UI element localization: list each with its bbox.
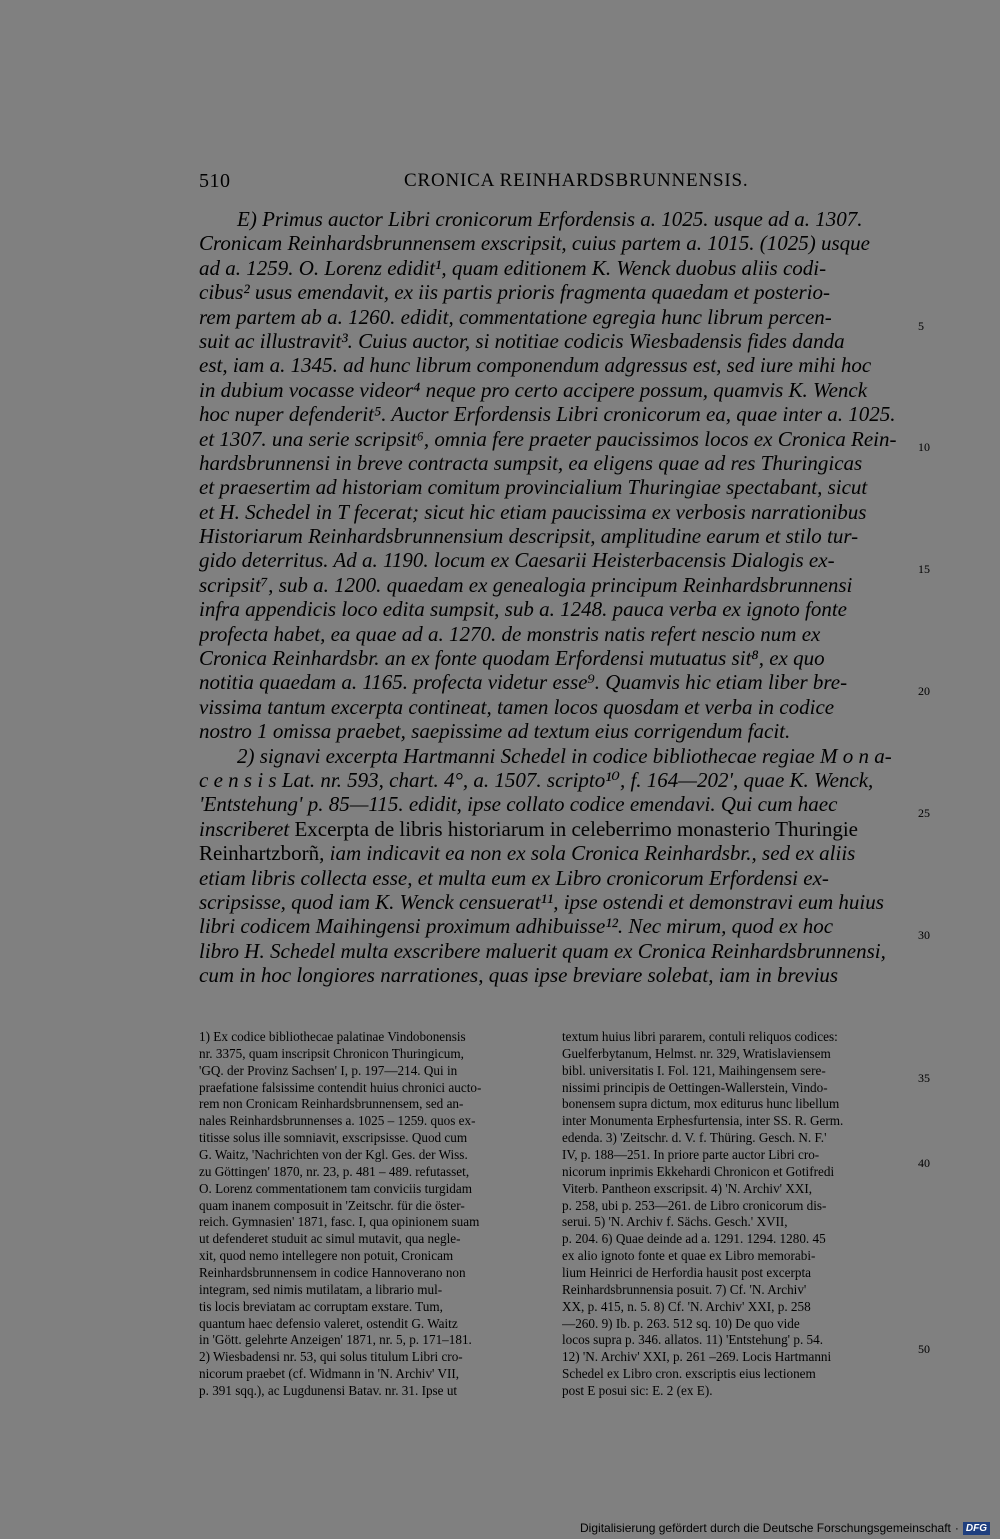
footnote-line: ut defenderet studuit ac simul mutavit, qua negle- — [199, 1231, 461, 1247]
footnote-line: textum huius libri pararem, contuli reliquos codices: — [562, 1029, 838, 1044]
main-text-line: Cronicam Reinhardsbrunnensem exscripsit, cuius partem a. 1015. (1025) usque — [199, 231, 870, 256]
footnote-line: inter Monumenta Erphesfurtensia, inter SS. R. Germ. — [562, 1113, 844, 1129]
line-number-35: 35 — [918, 1071, 930, 1085]
footnote-line: xit, quod nemo intellegere non potuit, Cronicam — [199, 1248, 454, 1264]
footnote-line: p. 258, ubi p. 253—261. de Libro cronicorum dis- — [562, 1197, 827, 1213]
main-text-line: libri codicem Maihingensi proximum adhibuisse¹². Nec mirum, quod ex hoc — [199, 914, 834, 939]
main-text-line: E) Primus auctor Libri cronicorum Erfordensis a. 1025. usque ad a. 1307. — [237, 207, 863, 231]
footnotes-left-column — [199, 1029, 548, 1400]
main-text-line: nostro 1 omissa praebet, saepissime ad textum eius corrigendum facit. — [199, 719, 791, 744]
footnote-line: 1) Ex codice bibliothecae palatinae Vindobonensis — [199, 1029, 466, 1044]
footnotes-right-column — [562, 1029, 911, 1400]
main-text-line: est, iam a. 1345. ad hunc librum componendum adgressus est, sed iure mihi hoc — [199, 353, 872, 378]
footnote-line: Reinhardsbrunnensia posuit. 7) Cf. 'N. Archiv' — [562, 1281, 807, 1297]
line-number-20: 20 — [918, 684, 930, 698]
main-text-line: gido deterritus. Ad a. 1190. locum ex Caesarii Heisterbacensis Dialogis ex- — [199, 548, 835, 573]
footnote-line: reich. Gymnasien' 1871, fasc. I, qua opinionem suam — [199, 1214, 480, 1230]
upright-title: Excerpta de libris historiarum in celeberrimo monasterio Thuringie — [294, 816, 858, 841]
line-number-15: 15 — [918, 562, 930, 576]
dfg-logo: DFG — [963, 1522, 990, 1535]
main-text-line: suit ac illustravit³. Cuius auctor, si notitiae codicis Wiesbadensis fides danda — [199, 328, 845, 353]
main-text-line: profecta habet, ea quae ad a. 1270. de monstris natis refert nescio num ex — [199, 621, 821, 646]
main-text-line: 'Entstehung' p. 85—115. edidit, ipse collato codice emendavi. Qui cum haec — [199, 792, 838, 817]
main-text-line: c e n s i s Lat. nr. 593, chart. 4°, a. 1507. scripto¹⁰, f. 164—202', quae K. Wenck, — [199, 767, 874, 792]
footnote-line: G. Waitz, 'Nachrichten von der Kgl. Ges. der Wiss. — [199, 1147, 468, 1163]
footnote-line: zu Göttingen' 1870, nr. 23, p. 481 – 489. refutasset, — [199, 1163, 470, 1179]
footnote-line: 'GQ. der Provinz Sachsen' I, p. 197—214. Qui in — [199, 1062, 458, 1078]
main-text-block — [199, 207, 911, 988]
footnote-line: nicorum praebet (cf. Widmann in 'N. Archiv' VII, — [199, 1366, 460, 1382]
main-text-line: infra appendicis loco edita sumpsit, sub a. 1248. pauca verba ex ignoto fonte — [199, 597, 848, 622]
line-number-5: 5 — [918, 319, 924, 333]
footnote-line: nissimi principis de Oettingen-Wallerstein, Vindo- — [562, 1079, 828, 1095]
digitization-credit: Digitalisierung gefördert durch die Deutsche Forschungsgemeinschaft · DFG — [580, 1521, 990, 1535]
footnote-line: lium Heinrici de Herfordia hausit post excerpta — [562, 1265, 812, 1281]
footnote-line: praefatione falsissime contendit huius chronici aucto- — [199, 1079, 482, 1095]
main-text-line: libro H. Schedel multa exscribere maluerit quam ex Cronica Reinhardsbrunnensi, — [199, 938, 886, 963]
footnote-line: bibl. universitatis I. Fol. 121, Maihingensem sere- — [562, 1062, 826, 1078]
running-title: CRONICA REINHARDSBRUNNENSIS. — [404, 170, 749, 191]
footnote-line: 12) 'N. Archiv' XXI, p. 261 –269. Locis Hartmanni — [562, 1349, 832, 1365]
footnote-line: ex alio ignoto fonte et quae ex Libro memorabi- — [562, 1248, 816, 1264]
footnote-line: nicorum inprimis Ekkehardi Chronicon et Gotifredi — [562, 1163, 835, 1179]
main-text-line: in dubium vocasse videor⁴ neque pro certo accipere possum, quamvis K. Wenck — [199, 377, 868, 402]
main-text-line: et H. Schedel in T fecerat; sicut hic etiam paucissima ex verbosis narrationibus — [199, 499, 867, 524]
footnote-line: quam inanem composuit in 'Zeitschr. für die öster- — [199, 1197, 465, 1213]
footnote-line: tis locis breviatam ac corruptam exstare. Tum, — [199, 1298, 443, 1314]
footnote-line: rem non Cronicam Reinhardsbrunnensem, sed an- — [199, 1096, 464, 1112]
footnote-line: —260. 9) Ib. p. 263. 512 sq. 10) De quo vide — [562, 1315, 800, 1331]
footnote-line: titisse solus ille somniavit, exscripsisse. Quod cum — [199, 1130, 468, 1146]
main-text-line: Cronica Reinhardsbr. an ex fonte quodam Erfordensi mutuatus sit⁸, ex quo — [199, 646, 825, 671]
footnote-line: 2) Wiesbadensi nr. 53, qui solus titulum Libri cro- — [199, 1349, 463, 1365]
footnote-line: p. 204. 6) Quae deinde ad a. 1291. 1294. 1280. 45 — [562, 1231, 826, 1247]
main-text-line: Historiarum Reinhardsbrunnensium descripsit, amplitudine earum et stilo tur- — [199, 524, 859, 549]
main-text-line: scripsit⁷, sub a. 1200. quaedam ex genealogia principum Reinhardsbrunnensi — [199, 572, 853, 597]
footnote-line: Schedel ex Libro cron. exscriptis eius lectionem — [562, 1366, 816, 1382]
line-number-25: 25 — [918, 806, 930, 820]
main-text-line: 2) signavi excerpta Hartmanni Schedel in codice bibliothecae regiae M o n a- — [237, 743, 892, 768]
line-number-30: 30 — [918, 928, 930, 942]
line-number-40: 40 — [918, 1156, 930, 1170]
footnote-line: Reinhardsbrunnensem in codice Hannoverano non — [199, 1265, 466, 1281]
footnote-line: serui. 5) 'N. Archiv f. Sächs. Gesch.' XVII, — [562, 1214, 788, 1230]
page-number: 510 — [199, 170, 231, 192]
main-text-line: cum in hoc longiores narrationes, quas ipse breviare solebat, iam in brevius — [199, 963, 839, 988]
footnote-line: quantum haec defensio valeret, ostendit G. Waitz — [199, 1315, 458, 1331]
footnote-line: nales Reinhardsbrunnenses a. 1025 – 1259. quos ex- — [199, 1113, 476, 1129]
main-text-line: vissima tantum excerpta contineat, tamen locos quosdam et verba in codice — [199, 694, 835, 719]
main-text-line: cibus² usus emendavit, ex iis partis prioris fragmenta quaedam et posterio- — [199, 280, 830, 305]
main-text-line: notitia quaedam a. 1165. profecta videtur esse⁹. Quamvis hic etiam liber bre- — [199, 670, 848, 695]
footnote-line: bonensem supra dictum, mox editurus hunc libellum — [562, 1096, 840, 1112]
footnote-line: nr. 3375, quam inscripsit Chronicon Thuringicum, — [199, 1045, 464, 1061]
footnote-line: IV, p. 188—251. In priore parte auctor Libri cro- — [562, 1147, 820, 1163]
footnote-line: integram, sed nimis mutilatam, a librario mul- — [199, 1281, 443, 1297]
footnote-line: O. Lorenz commentationem tam conviciis turgidam — [199, 1180, 472, 1196]
footnote-line: post E posui sic: E. 2 (ex E). — [562, 1383, 713, 1399]
main-text-line: inscriberet Excerpta de libris historiarum in celeberrimo monasterio Thuringie — [199, 816, 858, 841]
footnote-line: locos supra p. 346. allatos. 11) 'Entstehung' p. 54. — [562, 1332, 824, 1348]
line-number-50: 50 — [918, 1342, 930, 1356]
main-text-line: et praesertim ad historiam comitum provincialium Thuringiae spectabant, sicut — [199, 475, 868, 500]
footnote-line: XX, p. 415, n. 5. 8) Cf. 'N. Archiv' XXI, p. 258 — [562, 1298, 811, 1314]
credit-text: Digitalisierung gefördert durch die Deutsche Forschungsgemeinschaft — [580, 1521, 951, 1535]
main-text-line: etiam libris collecta esse, et multa eum ex Libro cronicorum Erfordensi ex- — [199, 865, 829, 890]
main-text-line: ad a. 1259. O. Lorenz edidit¹, quam editionem K. Wenck duobus aliis codi- — [199, 255, 827, 280]
footnote-line: edenda. 3) 'Zeitschr. d. V. f. Thüring. Gesch. N. F.' — [562, 1130, 827, 1146]
footnote-line: Guelferbytanum, Helmst. nr. 329, Wratislaviensem — [562, 1045, 831, 1061]
main-text-line: Reinhartzborñ, iam indicavit ea non ex sola Cronica Reinhardsbr., sed ex aliis — [199, 841, 856, 866]
main-text-line: et 1307. una serie scripsit⁶, omnia fere praeter paucissimos locos ex Cronica Rein- — [199, 426, 897, 451]
main-text-line: rem partem ab a. 1260. edidit, commentatione egregia hunc librum percen- — [199, 304, 832, 329]
main-text-line: hardsbrunnensi in breve contracta sumpsit, ea eligens quae ad res Thuringicas — [199, 450, 863, 475]
footnote-line: in 'Gött. gelehrte Anzeigen' 1871, nr. 5, p. 171–181. — [199, 1332, 472, 1348]
footnote-line: Viterb. Pantheon exscripsit. 4) 'N. Archiv' XXI, — [562, 1180, 813, 1196]
footnote-line: p. 391 sqq.), ac Lugdunensi Batav. nr. 31. Ipse ut — [199, 1383, 458, 1399]
line-number-10: 10 — [918, 440, 930, 454]
main-text-line: scripsisse, quod iam K. Wenck censuerat¹¹, ipse ostendi et demonstravi eum huius — [199, 889, 884, 914]
main-text-line: hoc nuper defenderit⁵. Auctor Erfordensis Libri cronicorum ea, quae inter a. 1025. — [199, 402, 896, 427]
